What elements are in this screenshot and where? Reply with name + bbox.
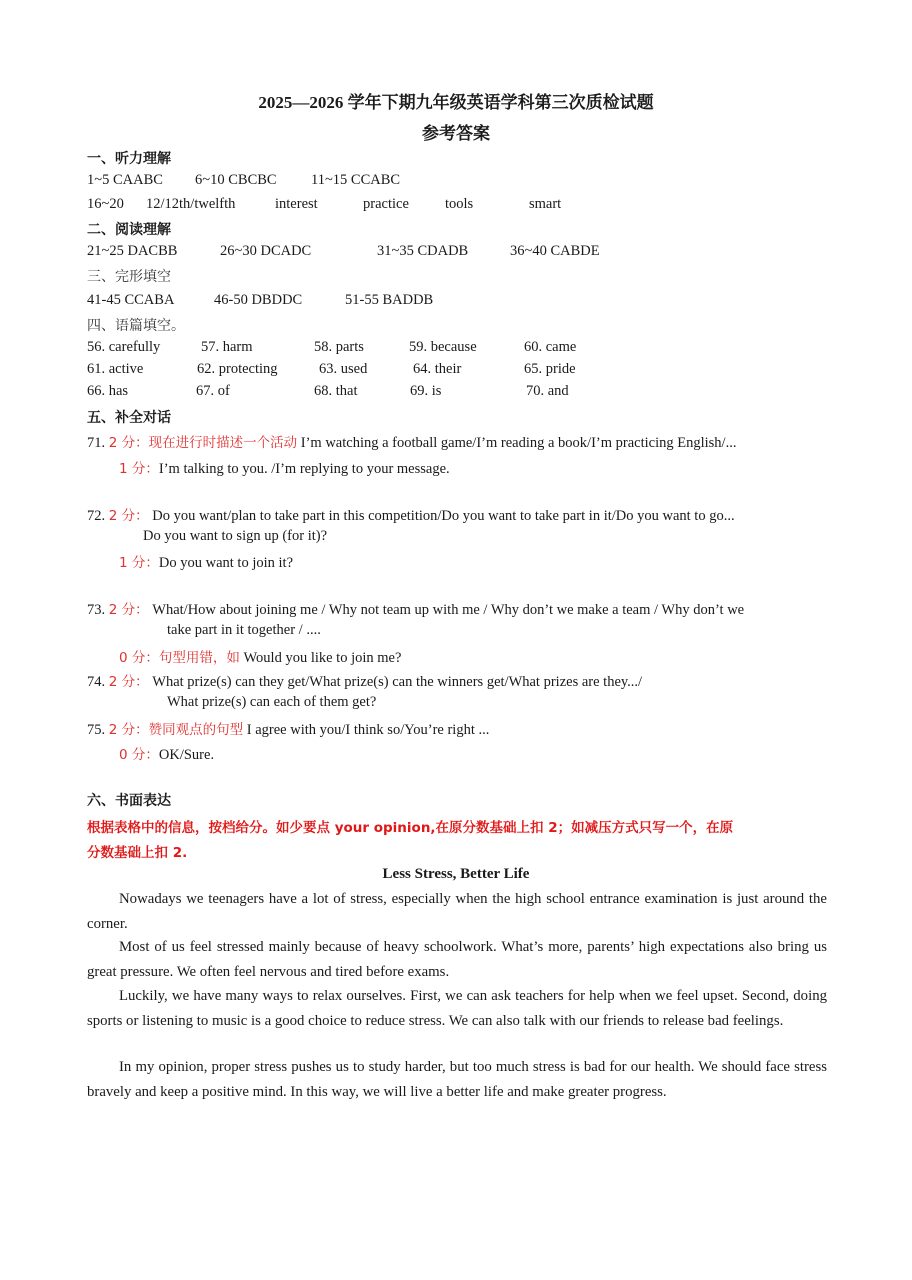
answer-group: 36~40 CABDE — [510, 243, 600, 259]
question-number: 75. — [87, 722, 106, 738]
answer-text: I’m watching a football game/I’m reading a book/I’m practicing English/... — [300, 435, 737, 451]
answer-item: tools — [445, 196, 474, 212]
question-number: 74. — [87, 674, 106, 690]
score-note: 1 分： — [119, 461, 159, 477]
essay-paragraph: Nowadays we teenagers have a lot of stress, especially when the high school entrance examination is just around the corner. — [87, 891, 827, 932]
question-number: 72. — [87, 508, 106, 524]
answer-group: 41-45 CCABA — [87, 292, 175, 308]
answer-item: 12/12th/twelfth — [146, 196, 236, 212]
question-75 — [87, 718, 489, 739]
grading-rule: 根据表格中的信息，按档给分。如少要点 your opinion,在原分数基础上扣 2；如减压方式只写一个，在原 — [87, 820, 734, 836]
answer-group: 6~10 CBCBC — [195, 172, 277, 188]
score-note: 1 分： — [119, 555, 159, 571]
answer-item: 62. protecting — [197, 361, 278, 377]
answer-group: 51-55 BADDB — [345, 292, 434, 308]
essay-title: Less Stress, Better Life — [382, 866, 530, 882]
dialogue-heading: 五、补全对话 — [87, 410, 171, 426]
answer-group: 16~20 — [87, 196, 124, 212]
answer-group: 46-50 DBDDC — [214, 292, 303, 308]
answer-text: take part in it together / .... — [167, 622, 321, 638]
answer-item: 61. active — [87, 361, 144, 377]
score-note: 2 分： — [108, 508, 149, 524]
essay-paragraph: In my opinion, proper stress pushes us to study harder, but too much stress is bad for our health. We should face stress bravely and keep a positive mind. In this way, we will live a better life and make greater progress. — [87, 1059, 827, 1100]
answer-group: 26~30 DCADC — [220, 243, 312, 259]
answer-item: 59. because — [409, 339, 477, 355]
answer-text: Would you like to join me? — [243, 650, 402, 666]
page-subtitle: 参考答案 — [422, 124, 490, 143]
cloze-heading: 三、完形填空 — [87, 269, 171, 285]
question-number: 73. — [87, 602, 106, 618]
writing-heading: 六、书面表达 — [87, 793, 171, 809]
question-73-zero — [119, 646, 401, 667]
answer-item: 68. that — [314, 383, 358, 399]
answer-item: practice — [363, 196, 409, 212]
answer-item: interest — [275, 196, 318, 212]
question-75-zero — [119, 743, 214, 764]
question-number: 71. — [87, 435, 106, 451]
answer-text: Do you want to join it? — [158, 555, 294, 571]
question-74 — [87, 670, 642, 691]
answer-group: 21~25 DACBB — [87, 243, 178, 259]
answer-item: 58. parts — [314, 339, 364, 355]
answer-text: What prize(s) can they get/What prize(s) can the winners get/What prizes are they.../ — [152, 674, 643, 690]
page-title: 2025—2026 学年下期九年级英语学科第三次质检试题 — [258, 93, 654, 112]
answer-item: 67. of — [196, 383, 230, 399]
answer-item: 70. and — [526, 383, 569, 399]
essay-paragraph: Most of us feel stressed mainly because of heavy schoolwork. What’s more, parents’ high expectations also bring us great pressure. We often feel nervous and tired before exams. — [87, 939, 827, 980]
answer-group: 1~5 CAABC — [87, 172, 163, 188]
answer-item: 56. carefully — [87, 339, 161, 355]
answer-text: Do you want to sign up (for it)? — [143, 528, 328, 544]
question-71 — [87, 431, 736, 452]
answer-text: OK/Sure. — [158, 747, 215, 763]
question-72 — [87, 504, 735, 525]
question-73 — [87, 598, 744, 619]
answer-item: smart — [529, 196, 562, 212]
answer-text: I agree with you/I think so/You’re right ... — [246, 722, 490, 738]
score-note: 0 分： — [119, 747, 159, 763]
answer-item: 65. pride — [524, 361, 576, 377]
reading-heading: 二、阅读理解 — [87, 222, 171, 238]
score-note: 2 分： — [108, 674, 149, 690]
answer-item: 57. harm — [201, 339, 253, 355]
answer-item: 63. used — [319, 361, 368, 377]
question-72-partial — [119, 551, 293, 572]
answer-item: 66. has — [87, 383, 129, 399]
grading-rule: 分数基础上扣 2. — [87, 845, 188, 861]
answer-text: I’m talking to you. /I’m replying to your message. — [158, 461, 450, 477]
score-note: 0 分：句型用错，如 — [119, 650, 240, 666]
answer-item: 69. is — [410, 383, 442, 399]
answer-item: 64. their — [413, 361, 462, 377]
answer-group: 31~35 CDADB — [377, 243, 469, 259]
listening-heading: 一、听力理解 — [87, 151, 171, 167]
answer-text: What/How about joining me / Why not team up with me / Why don’t we make a team / Why don’t we — [152, 602, 745, 618]
essay-paragraph: Luckily, we have many ways to relax ourselves. First, we can ask teachers for help when we feel upset. Second, doing sports or listening to music is a good choice to reduce stress. We can also talk with our friends to release bad feelings. — [87, 988, 827, 1029]
passage-fill-heading: 四、语篇填空。 — [87, 318, 185, 334]
answer-group: 11~15 CCABC — [311, 172, 401, 188]
score-note: 2 分： — [108, 602, 149, 618]
score-note: 2 分：赞同观点的句型 — [108, 722, 244, 738]
answer-item: 60. came — [524, 339, 577, 355]
score-note: 2 分：现在进行时描述一个活动 — [108, 435, 298, 451]
question-71-partial — [119, 457, 450, 478]
answer-text: What prize(s) can each of them get? — [167, 694, 377, 710]
answer-text: Do you want/plan to take part in this competition/Do you want to take part in it/Do you want to go... — [152, 508, 735, 524]
